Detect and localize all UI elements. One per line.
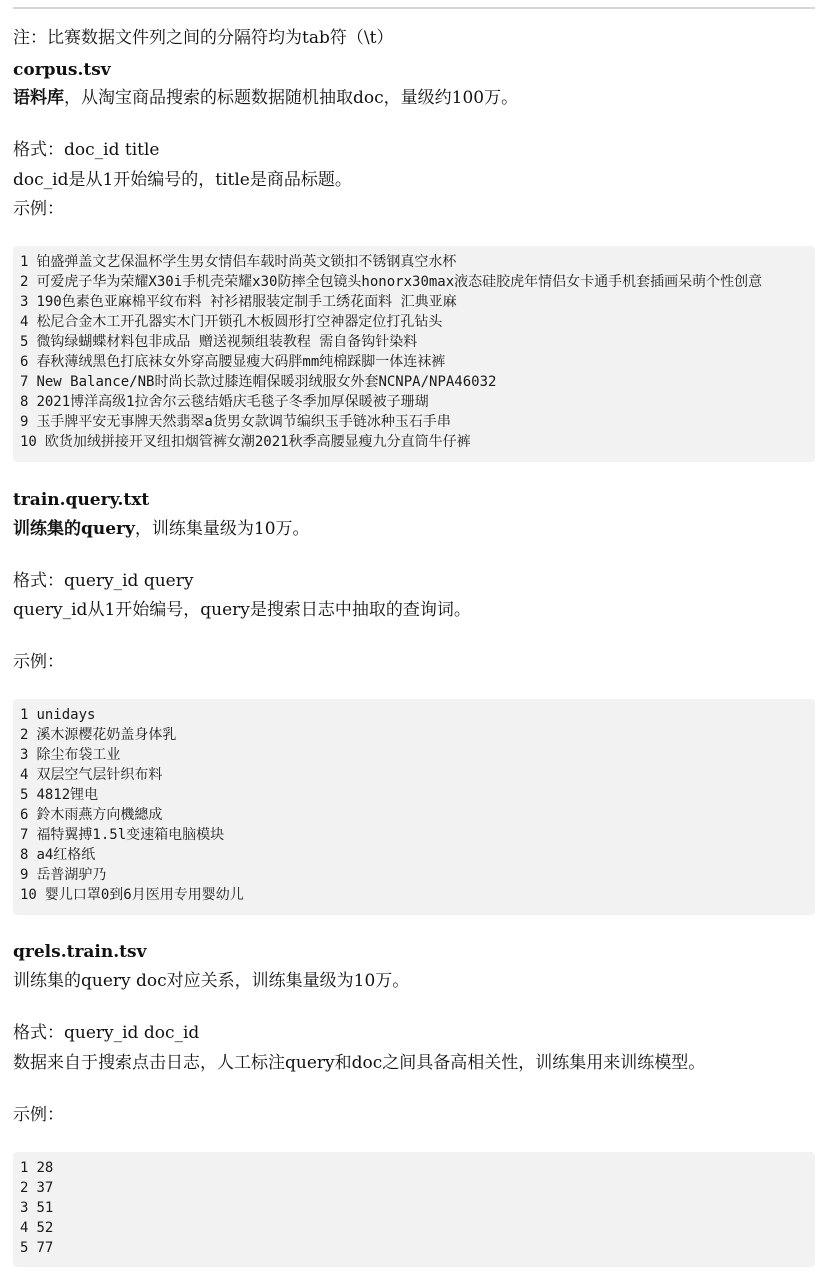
corpus-example-id: 4 <box>20 314 29 330</box>
train-query-example-text: 溪木源樱花奶盖身体乳 <box>36 727 177 743</box>
train-query-example-id: 6 <box>20 807 29 823</box>
corpus-example-line <box>20 412 451 432</box>
corpus-example-id: 8 <box>20 394 29 410</box>
corpus-example-text: New Balance/NB时尚长款过膝连帽保暖羽绒服女外套NCNPA/NPA46032 <box>36 374 497 390</box>
train-query-example-line <box>20 725 176 745</box>
train-query-example-text: 双层空气层针织布料 <box>36 767 163 783</box>
train-query-example-id: 1 <box>20 707 29 723</box>
corpus-example-label: 示例： <box>13 199 64 219</box>
corpus-example-id: 6 <box>20 354 29 370</box>
corpus-filename: corpus.tsv <box>13 60 111 80</box>
corpus-example-text: 铂盛弹盖文艺保温杯学生男女情侣车载时尚英文锁扣不锈钢真空水杯 <box>36 254 457 270</box>
separator-note: 注：比赛数据文件列之间的分隔符均为tab符（\t） <box>13 28 394 48</box>
train-query-example-line <box>20 825 224 845</box>
corpus-example-line <box>20 292 457 312</box>
train-query-example-id: 8 <box>20 847 29 863</box>
train-query-example-line <box>20 845 95 865</box>
train-query-example-line <box>20 765 162 785</box>
train-query-example-id: 5 <box>20 787 29 803</box>
corpus-example-id: 9 <box>20 414 29 430</box>
qrels-example-line <box>20 1218 53 1238</box>
qrels-example-text: 77 <box>36 1240 54 1256</box>
train-query-example-id: 2 <box>20 727 29 743</box>
qrels-detail: 数据来自于搜索点击日志，人工标注query和doc之间具备高相关性，训练集用来训练模型。 <box>13 1053 706 1073</box>
train-query-example-id: 3 <box>20 747 29 763</box>
train-query-example-line <box>20 745 120 765</box>
train-query-description-bold: 训练集的query <box>13 519 135 539</box>
train-query-example-id: 4 <box>20 767 29 783</box>
corpus-format: 格式：doc_id title <box>13 140 160 160</box>
train-query-example-id: 9 <box>20 867 29 883</box>
train-query-example-block <box>13 699 815 915</box>
qrels-example-text: 51 <box>36 1200 54 1216</box>
qrels-example-label: 示例： <box>13 1105 64 1125</box>
qrels-example-line <box>20 1238 53 1258</box>
train-query-example-text: unidays <box>36 707 96 723</box>
train-query-example-label: 示例： <box>13 652 64 672</box>
qrels-example-line <box>20 1158 53 1178</box>
qrels-description: 训练集的query doc对应关系，训练集量级为10万。 <box>13 971 410 991</box>
train-query-filename: train.query.txt <box>13 490 150 510</box>
qrels-example-text: 28 <box>36 1160 54 1176</box>
corpus-example-block <box>13 246 815 462</box>
corpus-example-line <box>20 312 442 332</box>
qrels-example-id: 3 <box>20 1200 29 1216</box>
corpus-example-id: 1 <box>20 254 29 270</box>
train-query-example-text: 除尘布袋工业 <box>36 747 121 763</box>
corpus-description <box>13 86 518 110</box>
qrels-filename: qrels.train.tsv <box>13 942 147 962</box>
qrels-example-id: 5 <box>20 1240 29 1256</box>
train-query-example-line <box>20 785 98 805</box>
train-query-example-text: 4812锂电 <box>36 787 99 803</box>
corpus-example-line <box>20 332 417 352</box>
train-query-example-text: 婴儿口罩0到6月医用专用婴幼儿 <box>44 887 244 903</box>
corpus-example-text: 可爱虎子华为荣耀X30i手机壳荣耀x30防摔全包镜头honorx30max液态硅胶虎年情侣女卡通手机套插画呆萌个性创意 <box>36 274 763 290</box>
corpus-example-text: 微钩绿蝴蝶材料包非成品 赠送视频组装教程 需自备钩针染料 <box>36 334 418 350</box>
corpus-detail: doc_id是从1开始编号的，title是商品标题。 <box>13 170 352 190</box>
corpus-example-text: 190色素色亚麻棉平纹布料 衬衫裙服装定制手工绣花面料 汇典亚麻 <box>36 294 457 310</box>
train-query-example-line <box>20 885 244 905</box>
qrels-example-text: 52 <box>36 1220 54 1236</box>
top-divider <box>13 7 815 9</box>
corpus-example-line <box>20 272 762 292</box>
corpus-example-line <box>20 252 456 272</box>
corpus-example-id: 10 <box>20 434 37 450</box>
corpus-example-id: 5 <box>20 334 29 350</box>
corpus-example-line <box>20 372 496 392</box>
corpus-example-id: 2 <box>20 274 29 290</box>
qrels-example-id: 4 <box>20 1220 29 1236</box>
corpus-description-rest: ，从淘宝商品搜索的标题数据随机抽取doc，量级约100万。 <box>64 88 519 108</box>
corpus-example-id: 7 <box>20 374 29 390</box>
corpus-example-text: 2021博洋高级1拉舍尔云毯结婚庆毛毯子冬季加厚保暖被子珊瑚 <box>36 394 429 410</box>
qrels-format: 格式：query_id doc_id <box>13 1023 200 1043</box>
qrels-example-line <box>20 1198 53 1218</box>
corpus-example-text: 松尼合金木工开孔器实木门开锁孔木板圆形打空神器定位打孔钻头 <box>36 314 443 330</box>
corpus-example-text: 春秋薄绒黑色打底袜女外穿高腰显瘦大码胖mm纯棉踩脚一体连袜裤 <box>36 354 446 370</box>
corpus-example-line <box>20 392 429 412</box>
train-query-example-text: 鈴木雨燕方向機總成 <box>36 807 163 823</box>
train-query-description <box>13 517 310 541</box>
corpus-example-line <box>20 432 471 452</box>
train-query-description-rest: ，训练集量级为10万。 <box>134 519 310 539</box>
train-query-example-line <box>20 705 95 725</box>
train-query-example-line <box>20 805 162 825</box>
train-query-example-text: 福特翼搏1.5l变速箱电脑模块 <box>36 827 225 843</box>
corpus-example-line <box>20 352 445 372</box>
qrels-example-text: 37 <box>36 1180 54 1196</box>
corpus-example-id: 3 <box>20 294 29 310</box>
corpus-example-text: 欧货加绒拼接开叉纽扣烟管裤女潮2021秋季高腰显瘦九分直筒牛仔裤 <box>44 434 471 450</box>
qrels-example-block <box>13 1152 815 1267</box>
train-query-format: 格式：query_id query <box>13 571 194 591</box>
qrels-example-id: 1 <box>20 1160 29 1176</box>
train-query-example-id: 10 <box>20 887 37 903</box>
train-query-detail: query_id从1开始编号，query是搜索日志中抽取的查询词。 <box>13 600 471 620</box>
qrels-example-id: 2 <box>20 1180 29 1196</box>
corpus-description-bold: 语料库 <box>13 88 64 108</box>
train-query-example-line <box>20 865 106 885</box>
train-query-example-text: a4红格纸 <box>36 847 96 863</box>
qrels-example-line <box>20 1178 53 1198</box>
train-query-example-text: 岳普湖驴乃 <box>36 867 107 883</box>
corpus-example-text: 玉手牌平安无事牌天然翡翠a货男女款调节编织玉手链冰种玉石手串 <box>36 414 451 430</box>
train-query-example-id: 7 <box>20 827 29 843</box>
